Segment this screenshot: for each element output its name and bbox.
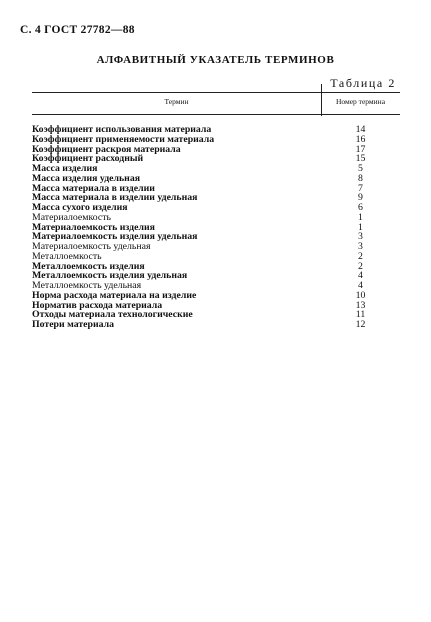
table-row	[32, 320, 400, 330]
column-header-number: Номер термина	[335, 97, 386, 106]
term-cell: Материалоемкость изделия удельная	[32, 231, 198, 243]
term-number-cell: 13	[355, 299, 366, 311]
table-top-rule	[32, 92, 400, 93]
term-number-cell: 14	[355, 124, 366, 135]
terms-table-body	[32, 125, 400, 330]
term-cell: Металлоемкость удельная	[32, 280, 142, 291]
term-cell: Материалоемкость	[32, 211, 111, 223]
term-cell: Металлоемкость изделия	[32, 260, 145, 272]
term-number-cell: 16	[355, 133, 366, 145]
term-number-cell: 8	[358, 172, 363, 184]
term-cell: Металлоемкость	[32, 250, 102, 262]
term-number-cell: 12	[355, 319, 366, 330]
term-number-cell: 1	[358, 221, 363, 233]
term-cell: Масса материала в изделии удельная	[32, 192, 198, 204]
page-title: АЛФАВИТНЫЙ УКАЗАТЕЛЬ ТЕРМИНОВ	[96, 54, 335, 66]
term-number-cell: 5	[358, 163, 363, 174]
table-label: Таблица 2	[330, 76, 396, 90]
term-number-cell: 10	[355, 289, 366, 301]
term-number-cell: 6	[358, 202, 363, 213]
term-number-cell: 1	[358, 211, 363, 223]
term-number-cell: 15	[355, 153, 366, 165]
term-cell: Коэффициент расходный	[32, 153, 144, 165]
term-number-cell: 7	[358, 182, 363, 194]
term-cell: Коэффициент раскроя материала	[32, 143, 181, 155]
term-number-cell: 4	[358, 270, 363, 282]
term-number-cell: 4	[358, 280, 363, 291]
term-number-cell: 3	[358, 231, 363, 243]
term-cell: Масса сухого изделия	[32, 202, 128, 213]
term-cell: Отходы материала технологические	[32, 309, 193, 321]
term-cell: Потери материала	[32, 319, 114, 330]
column-header-terms: Термин	[164, 97, 189, 106]
term-number-cell: 11	[355, 309, 366, 321]
term-number-cell: 17	[355, 143, 366, 155]
term-cell: Норматив расхода материала	[32, 299, 163, 311]
term-cell: Норма расхода материала на изделие	[32, 289, 197, 301]
running-head: С. 4 ГОСТ 27782—88	[20, 24, 135, 36]
term-cell: Коэффициент использования материала	[32, 124, 212, 135]
term-cell: Материалоемкость удельная	[32, 241, 151, 252]
term-number-cell: 2	[358, 260, 363, 272]
term-cell: Масса изделия удельная	[32, 172, 141, 184]
table-header-rule	[32, 114, 400, 115]
term-number-cell: 9	[358, 192, 363, 204]
term-number-cell: 3	[358, 241, 363, 252]
term-cell: Материалоемкость изделия	[32, 221, 155, 233]
term-number-cell: 2	[358, 250, 363, 262]
term-cell: Металлоемкость изделия удельная	[32, 270, 188, 282]
term-cell: Масса материала в изделии	[32, 182, 155, 194]
term-cell: Масса изделия	[32, 163, 98, 174]
term-cell: Коэффициент применяемости материала	[32, 133, 215, 145]
